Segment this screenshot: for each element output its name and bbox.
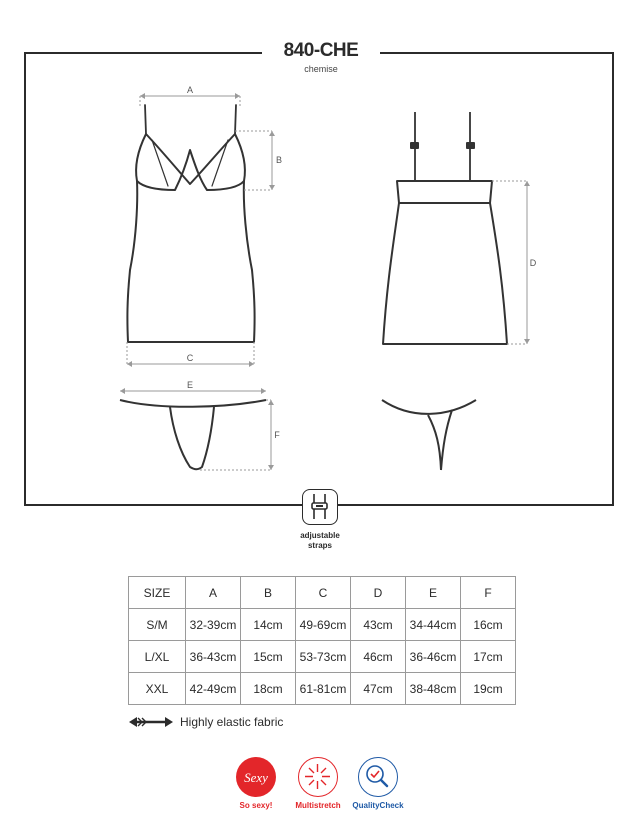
size-table [128,576,516,705]
dimension-f-label: F [274,430,280,440]
table-header-row [129,577,516,609]
product-code: 840-CHE [283,40,359,61]
table-cell: 34-44cm [406,609,461,641]
sexy-icon [236,757,276,797]
table-cell: 61-81cm [296,673,351,705]
table-cell: 16cm [461,609,516,641]
header-a: A [186,577,241,609]
table-cell: 17cm [461,641,516,673]
dimension-b-label: B [275,155,283,165]
table-row [129,673,516,705]
table-row [129,641,516,673]
multistretch-label: Multistretch [295,801,341,810]
dimension-e-label: E [186,380,194,390]
header-c: C [296,577,351,609]
table-cell: 49-69cm [296,609,351,641]
back-chemise-drawing [383,112,507,344]
table-row [129,609,516,641]
front-thong-drawing [120,400,266,469]
table-cell: 14cm [241,609,296,641]
table-cell: 42-49cm [186,673,241,705]
multistretch-icon [298,757,338,797]
table-cell: 43cm [351,609,406,641]
stretch-arrows-icon [128,716,174,728]
table-cell: 18cm [241,673,296,705]
table-cell: 32-39cm [186,609,241,641]
dimension-d-label: D [529,258,537,268]
table-cell: 19cm [461,673,516,705]
table-cell: 36-43cm [186,641,241,673]
fabric-note [128,714,283,730]
header-f: F [461,577,516,609]
quality-check-icon [358,757,398,797]
front-chemise-drawing [127,105,254,342]
fabric-note-text: Highly elastic fabric [180,715,284,729]
adjustable-straps-label: adjustable straps [300,531,340,550]
table-cell: 47cm [351,673,406,705]
table-cell: L/XL [129,641,186,673]
adjustable-straps-icon [302,489,338,525]
table-cell: 53-73cm [296,641,351,673]
header-b: B [241,577,296,609]
svg-text:Sexy: Sexy [244,770,268,785]
header-size: SIZE [129,577,186,609]
table-cell: 46cm [351,641,406,673]
table-cell: 15cm [241,641,296,673]
quality-check-label: QualityCheck [352,801,404,810]
table-cell: XXL [129,673,186,705]
back-thong-drawing [382,400,476,470]
table-cell: 38-48cm [406,673,461,705]
sexy-label: So sexy! [239,801,273,810]
dimension-c-label: C [186,353,194,363]
header-d: D [351,577,406,609]
dimension-a-label: A [186,85,194,95]
header-e: E [406,577,461,609]
table-cell: S/M [129,609,186,641]
product-type: chemise [304,64,338,74]
table-cell: 36-46cm [406,641,461,673]
